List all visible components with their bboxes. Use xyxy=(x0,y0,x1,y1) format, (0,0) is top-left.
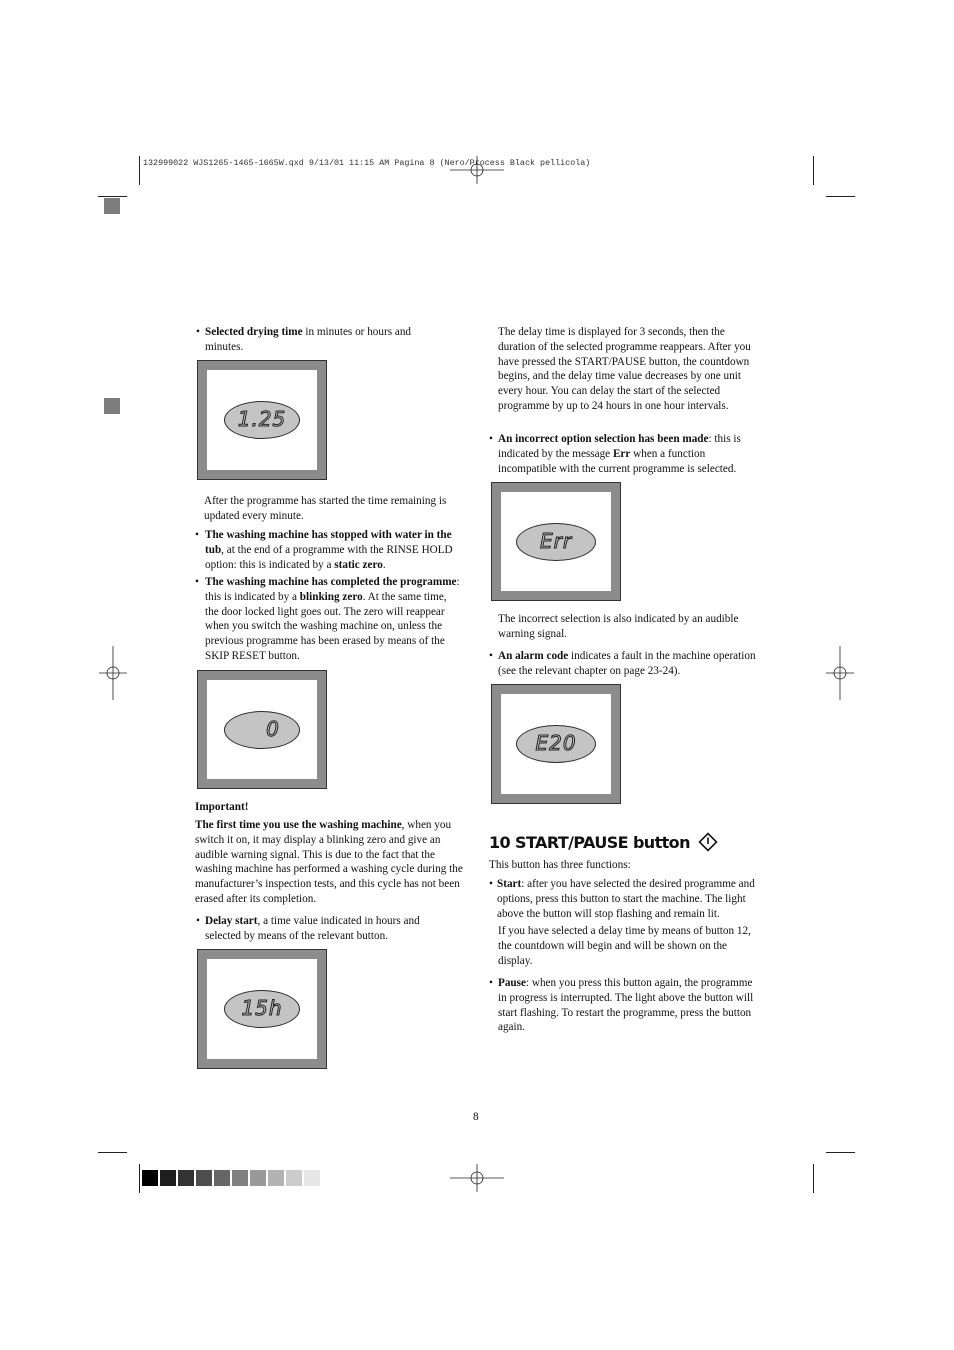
audible-warning-note: The incorrect selection is also indicated by an audible warning signal. xyxy=(498,613,739,640)
bullet: • xyxy=(196,326,200,338)
color-swatch xyxy=(286,1170,302,1186)
color-swatch xyxy=(196,1170,212,1186)
display-oval xyxy=(224,711,300,749)
display-oval xyxy=(224,990,300,1028)
time-remaining-note: After the programme has started the time remaining is updated every minute. xyxy=(204,495,447,522)
crop-mark xyxy=(98,196,127,197)
delay-start-item: Delay start, a time value indicated in hours and selected by means of the relevant button. xyxy=(205,915,420,942)
print-slug: 132999022 WJS1265-1465-1665W.qxd 9/13/01 11:15 AM Pagina 8 (Nero/Process Black pellicola) xyxy=(143,158,591,168)
page-number: 8 xyxy=(473,1111,479,1123)
display-digits: 0 xyxy=(266,716,280,741)
important-text: The first time you use the washing machine, when you switch it on, it may display a blinking zero and give an audible warning signal. This is due to the fact that the washing machine has performed a washing cycle during the manufacturer’s inspection tests, and this cycle has not been erased after its completion. xyxy=(195,819,463,905)
bullet: • xyxy=(489,433,493,445)
registration-mark-icon xyxy=(450,1164,504,1192)
display-digits: 15h xyxy=(241,996,283,1020)
display-oval xyxy=(516,725,596,763)
color-swatch xyxy=(250,1170,266,1186)
start-pause-icon xyxy=(698,832,718,852)
color-swatch xyxy=(232,1170,248,1186)
display-oval xyxy=(516,523,596,561)
display-panel xyxy=(491,684,621,804)
drying-time-label: Selected drying time xyxy=(205,326,303,338)
marker-square xyxy=(104,398,120,414)
incorrect-selection-item: An incorrect option selection has been made: this is indicated by the message Err when a function incompatible with the current programme is selected. xyxy=(498,433,741,475)
display-panel xyxy=(197,949,327,1069)
registration-mark-icon xyxy=(450,156,504,184)
start-function-item: Start: after you have selected the desired programme and options, press this button to start the machine. The light above the button will stop flashing and remain lit. xyxy=(497,878,755,920)
pause-function-item: Pause: when you press this button again, the programme in progress is interrupted. The light above the button will start flashing. To restart the programme, press the button again. xyxy=(498,977,754,1034)
display-oval xyxy=(224,401,300,439)
drying-time-item: Selected drying time in minutes or hours and minutes. xyxy=(205,326,412,353)
bullet: • xyxy=(489,878,493,890)
color-swatch xyxy=(304,1170,320,1186)
bullet: • xyxy=(489,650,493,662)
color-swatch xyxy=(178,1170,194,1186)
bullet: • xyxy=(489,977,493,989)
crop-mark xyxy=(826,1152,855,1153)
registration-mark-icon xyxy=(826,646,854,700)
display-digits: 1.25 xyxy=(237,407,287,431)
crop-mark xyxy=(139,156,140,185)
color-swatch xyxy=(160,1170,176,1186)
marker-square xyxy=(104,198,120,214)
color-swatch xyxy=(268,1170,284,1186)
bullet: • xyxy=(196,915,200,927)
color-swatch xyxy=(214,1170,230,1186)
stopped-item: The washing machine has stopped with water in the tub, at the end of a programme with the RINSE HOLD option: this is indicated by a static zero. xyxy=(205,529,453,571)
section-title: 10 START/PAUSE button xyxy=(489,833,690,852)
section-heading xyxy=(489,832,718,852)
bullet: • xyxy=(195,529,199,541)
completed-item: The washing machine has completed the programme: this is indicated by a blinking zero. At the same time, the door locked light goes out. The zero will reappear when you switch the washing machine on, unless the previous programme has been erased by means of the SKIP RESET button. xyxy=(205,576,460,662)
alarm-code-item: An alarm code indicates a fault in the machine operation (see the relevant chapter on page 23-24). xyxy=(498,650,756,677)
display-digits: E20 xyxy=(535,731,577,755)
crop-mark xyxy=(826,196,855,197)
important-title: Important! xyxy=(195,801,249,813)
display-panel xyxy=(197,360,327,480)
crop-mark xyxy=(98,1152,127,1153)
start-delay-note: If you have selected a delay time by means of button 12, the countdown will begin and will be shown on the display. xyxy=(498,925,751,967)
delay-time-info: The delay time is displayed for 3 seconds, then the duration of the selected programme reappears. After you have pressed the START/PAUSE button, the countdown begins, and the delay time value decreases by one unit every hour. You can delay the start of the selected programme by up to 24 hours in one hour intervals. xyxy=(498,326,751,412)
registration-mark-icon xyxy=(99,646,127,700)
crop-mark xyxy=(139,1164,140,1193)
display-panel xyxy=(491,482,621,601)
crop-mark xyxy=(813,156,814,185)
display-panel xyxy=(197,670,327,789)
bullet: • xyxy=(195,576,199,588)
display-digits: Err xyxy=(539,528,573,553)
functions-intro: This button has three functions: xyxy=(489,859,631,871)
color-swatch xyxy=(142,1170,158,1186)
crop-mark xyxy=(813,1164,814,1193)
